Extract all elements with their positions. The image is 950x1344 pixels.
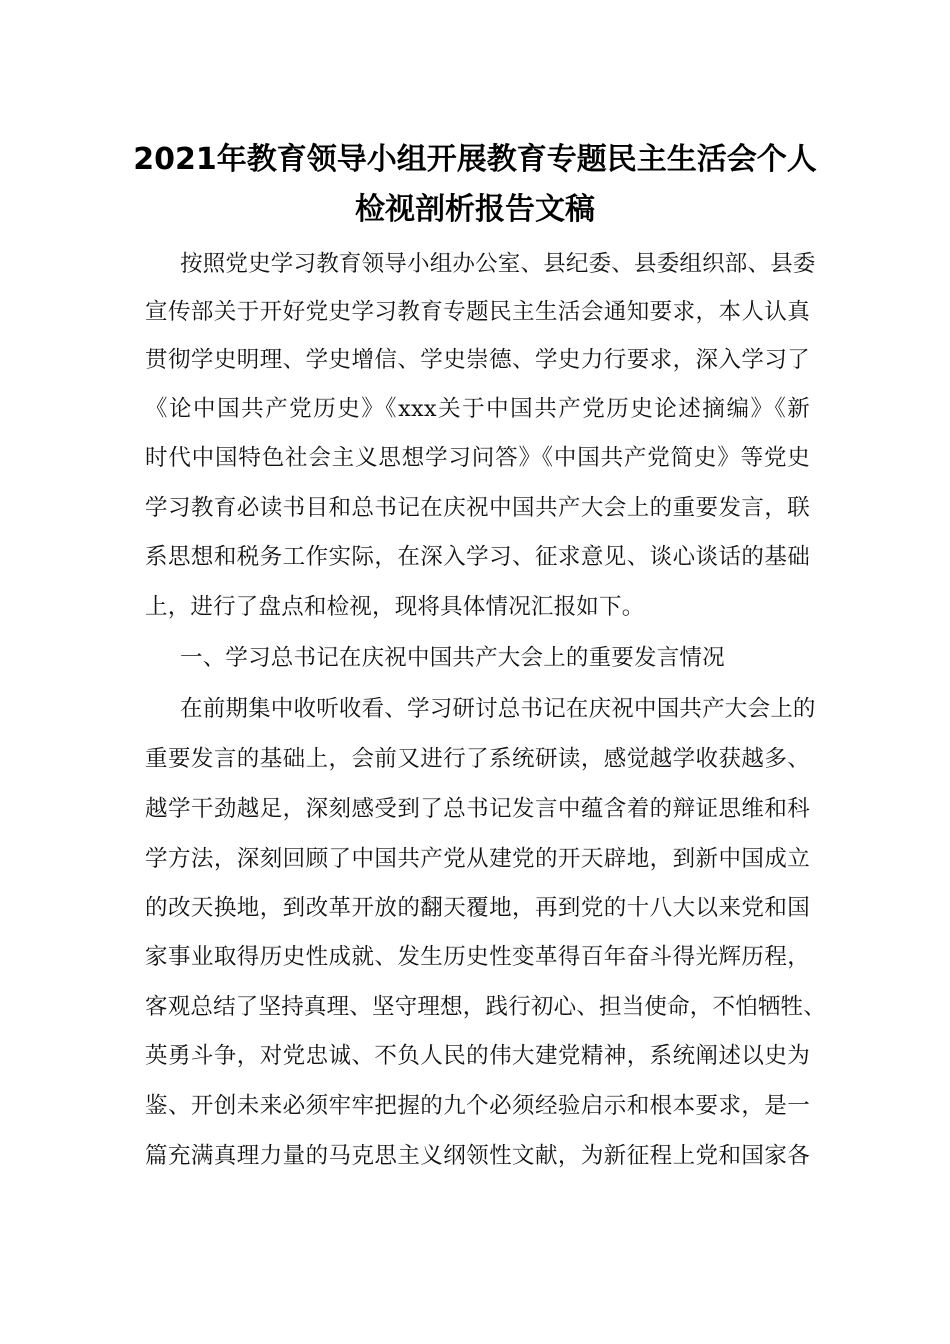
body-line-4: 《论中国共产党历史》《xxx关于中国共产党历史论述摘编》《新	[145, 396, 810, 422]
document-title-line-1: 2021年教育领导小组开展教育专题民主生活会个人	[133, 142, 817, 177]
body-line-15: 家事业取得历史性成就、发生历史性变革得百年奋斗得光辉历程，	[145, 944, 810, 970]
body-line-16: 客观总结了坚持真理、坚守理想，践行初心、担当使命，不怕牺牲、	[145, 994, 827, 1020]
body-line-3: 贯彻学史明理、学史增信、学史崇德、学史力行要求，深入学习了	[145, 347, 810, 373]
body-line-13: 学方法，深刻回顾了中国共产党从建党的开天辟地，到新中国成立	[145, 846, 810, 872]
body-line-19: 篇充满真理力量的马克思主义纲领性文献，为新征程上党和国家各	[145, 1143, 810, 1169]
body-line-18: 鉴、开创未来必须牢牢把握的九个必须经验启示和根本要求，是一	[145, 1093, 810, 1119]
body-line-14: 的改天换地，到改革开放的翻天覆地，再到党的十八大以来党和国	[145, 895, 810, 921]
body-line-2: 宣传部关于开好党史学习教育专题民主生活会通知要求，本人认真	[145, 299, 810, 325]
body-line-1: 按照党史学习教育领导小组办公室、县纪委、县委组织部、县委	[180, 251, 816, 277]
body-line-8: 上，进行了盘点和检视，现将具体情况汇报如下。	[145, 594, 645, 620]
body-line-6: 学习教育必读书目和总书记在庆祝中国共产大会上的重要发言，联	[145, 495, 810, 521]
body-line-10: 在前期集中收听收看、学习研讨总书记在庆祝中国共产大会上的	[180, 696, 816, 722]
section-heading-1: 一、学习总书记在庆祝中国共产大会上的重要发言情况	[180, 645, 725, 671]
body-line-5: 时代中国特色社会主义思想学习问答》《中国共产党简史》等党史	[145, 445, 810, 471]
body-line-12: 越学干劲越足，深刻感受到了总书记发言中蕴含着的辩证思维和科	[145, 796, 810, 822]
body-line-7: 系思想和税务工作实际，在深入学习、征求意见、谈心谈话的基础	[145, 544, 810, 570]
document-title-line-2: 检视剖析报告文稿	[355, 192, 595, 227]
body-line-17: 英勇斗争，对党忠诚、不负人民的伟大建党精神，系统阐述以史为	[145, 1043, 810, 1069]
body-line-11: 重要发言的基础上，会前又进行了系统研读，感觉越学收获越多、	[145, 746, 810, 772]
